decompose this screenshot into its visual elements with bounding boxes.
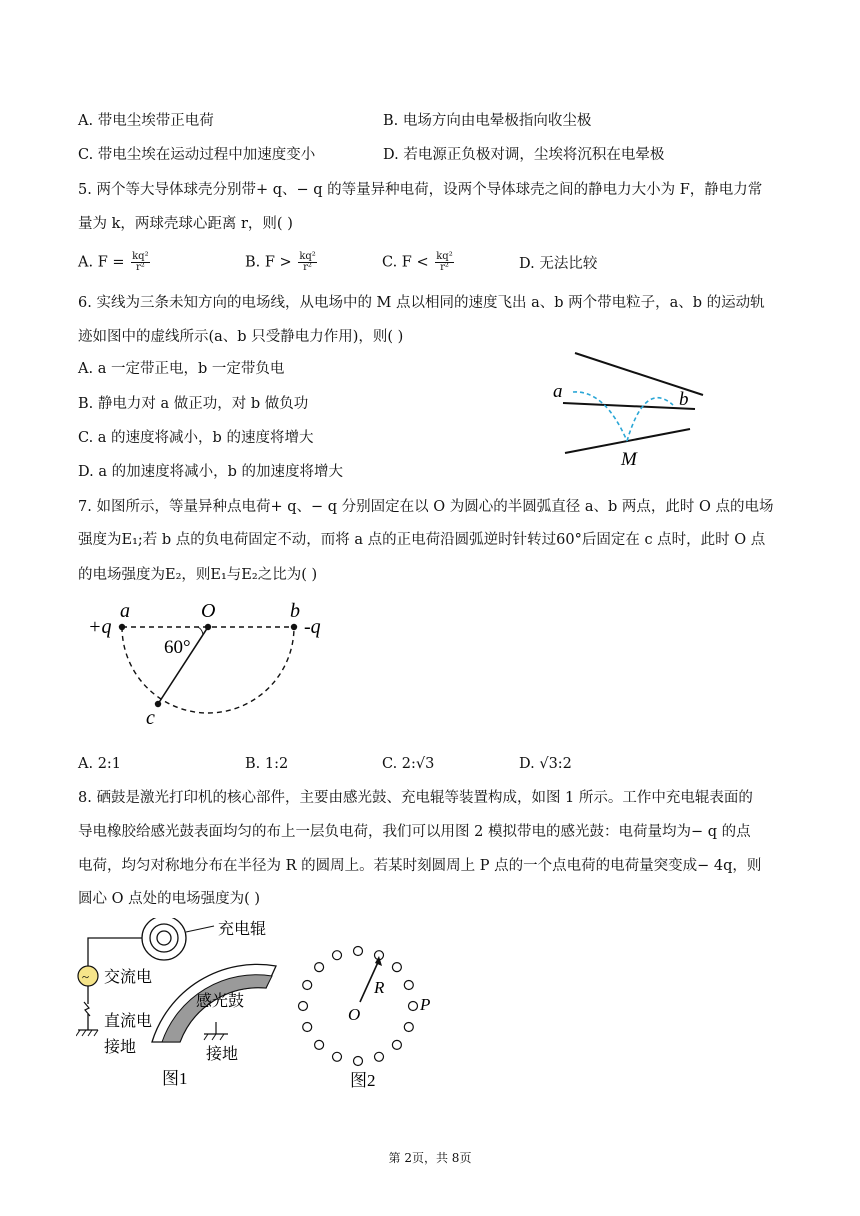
- q7-figure: [80, 597, 350, 732]
- q7-option-c: C. 2:√3: [382, 756, 435, 772]
- q5-option-a-prefix: A. F =: [78, 254, 125, 271]
- q5-stem-line1: 5. 两个等大导体球壳分别带+ q、− q 的等量异种电荷，设两个导体球壳之间的静电力大小为 F，静电力常: [78, 182, 763, 198]
- angle-arc: [198, 627, 203, 635]
- q8-stem-line3: 电荷，均匀对称地分布在半径为 R 的圆周上。若某时刻圆周上 P 点的一个点电荷的电荷量突变成− 4q，则: [78, 858, 762, 874]
- fraction-denominator: r²: [135, 262, 145, 273]
- point-o: [205, 624, 211, 630]
- fraction-numerator: kq²: [436, 251, 453, 262]
- q6-option-c: C. a 的速度将减小，b 的速度将增大: [78, 430, 314, 446]
- point-c: [155, 701, 161, 707]
- q5-option-b-prefix: B. F >: [245, 254, 292, 271]
- dc-source-icon: [84, 1002, 90, 1016]
- ac-symbol: ~: [82, 969, 90, 984]
- label-m: M: [621, 449, 637, 470]
- label-o: O: [348, 1005, 361, 1024]
- q6-stem-line2: 迹如图中的虚线所示(a、b 只受静电力作用)，则( ): [78, 329, 404, 345]
- leader-roller: [186, 926, 214, 932]
- q5-option-b-fraction: [298, 252, 316, 273]
- q5-stem-line2: 量为 k，两球壳球心距离 r，则( ): [78, 216, 293, 232]
- q6-option-b: B. 静电力对 a 做正功，对 b 做负功: [78, 396, 309, 412]
- ground-hatch: [212, 1034, 216, 1040]
- q7-option-a: A. 2:1: [78, 756, 122, 772]
- point-charge: [409, 1002, 418, 1011]
- point-charge: [303, 1023, 312, 1032]
- q7-stem-line2: 强度为E₁;若 b 点的负电荷固定不动，而将 a 点的正电荷沿圆弧逆时针转过60°后固定在 c 点时，此时 O 点: [78, 532, 766, 548]
- fraction-numerator: kq²: [132, 251, 149, 262]
- label-b: b: [290, 600, 300, 622]
- q6-figure: [545, 345, 715, 470]
- q5-option-a-fraction: [131, 252, 149, 273]
- q4-option-a: A. 带电尘埃带正电荷: [78, 113, 214, 129]
- q8-figure-1: [76, 918, 296, 1090]
- q4-option-c: C. 带电尘埃在运动过程中加速度变小: [78, 147, 316, 163]
- label-charge-roller: 充电辊: [218, 921, 267, 938]
- point-charge: [392, 963, 401, 972]
- q5-option-d: D. 无法比较: [519, 256, 598, 272]
- label-b: b: [679, 389, 689, 410]
- q4-option-b: B. 电场方向由电晕极指向收尘极: [383, 113, 592, 129]
- fraction-numerator: kq²: [299, 251, 316, 262]
- q7-option-d: D. √3:2: [519, 756, 572, 772]
- semicircle-arc: [122, 627, 294, 713]
- point-charge: [299, 1002, 308, 1011]
- q8-stem-line2: 导电橡胶给感光鼓表面均匀的布上一层负电荷，我们可以用图 2 模拟带电的感光鼓：电荷量均为− q 的点: [78, 824, 751, 840]
- label-angle: 60°: [164, 637, 191, 658]
- point-charge: [315, 1040, 324, 1049]
- q6-option-a: A. a 一定带正电，b 一定带负电: [78, 361, 285, 377]
- point-charge: [404, 1023, 413, 1032]
- label-minus-q: -q: [304, 616, 321, 638]
- label-a: a: [553, 381, 563, 402]
- field-line-middle: [563, 403, 695, 409]
- q7-option-b: B. 1:2: [245, 756, 289, 772]
- caption-fig2: 图2: [350, 1071, 376, 1090]
- charge-roller-inner: [157, 931, 171, 945]
- label-a: a: [120, 600, 130, 622]
- label-c: c: [146, 707, 155, 729]
- point-charge: [392, 1040, 401, 1049]
- point-charge: [354, 1057, 363, 1066]
- ground-hatch: [82, 1030, 86, 1036]
- point-charge: [333, 951, 342, 960]
- page-footer: 第 2页，共 8页: [388, 1151, 472, 1165]
- fraction-denominator: r²: [440, 262, 449, 273]
- point-charge: [333, 1052, 342, 1061]
- q6-option-d: D. a 的加速度将减小，b 的加速度将增大: [78, 464, 343, 480]
- q5-option-a: [78, 252, 152, 273]
- label-ground-2: 接地: [206, 1046, 239, 1063]
- q8-stem-line4: 圆心 O 点处的电场强度为( ): [78, 891, 261, 907]
- trajectory-a: [573, 392, 627, 441]
- label-drum: 感光鼓: [196, 993, 245, 1010]
- caption-fig1: 图1: [162, 1069, 188, 1088]
- ground-hatch: [94, 1030, 98, 1036]
- label-plus-q: +q: [88, 616, 112, 638]
- q6-stem-line1: 6. 实线为三条未知方向的电场线，从电场中的 M 点以相同的速度飞出 a、b 两个带电粒子，a、b 的运动轨: [78, 295, 765, 311]
- q7-stem-line1: 7. 如图所示，等量异种点电荷+ q、− q 分别固定在以 O 为圆心的半圆弧直径 a、b 两点，此时 O 点的电场: [78, 499, 774, 515]
- label-ac: 交流电: [104, 969, 153, 986]
- label-dc: 直流电: [104, 1013, 153, 1030]
- q5-option-c: [382, 252, 456, 273]
- ground-hatch: [88, 1030, 92, 1036]
- point-a: [119, 624, 125, 630]
- ground-hatch: [220, 1034, 224, 1040]
- label-p: P: [420, 995, 431, 1014]
- point-charge: [303, 981, 312, 990]
- point-charge: [354, 947, 363, 956]
- ground-hatch: [76, 1030, 80, 1036]
- wire-top: [88, 938, 144, 966]
- label-r: R: [374, 978, 385, 997]
- q7-stem-line3: 的电场强度为E₂，则E₁与E₂之比为( ): [78, 567, 318, 583]
- fraction-denominator: r²: [303, 262, 312, 273]
- q5-option-b: [245, 252, 319, 273]
- ground-hatch: [204, 1034, 208, 1040]
- label-ground-1: 接地: [104, 1039, 137, 1056]
- point-charge: [404, 981, 413, 990]
- q8-figure-2: [296, 938, 446, 1090]
- label-o: O: [201, 600, 216, 622]
- point-charge: [375, 1052, 384, 1061]
- q5-option-c-prefix: C. F <: [382, 254, 429, 271]
- point-b: [291, 624, 297, 630]
- q5-option-c-fraction: [435, 252, 453, 273]
- point-charge: [315, 963, 324, 972]
- q8-stem-line1: 8. 硒鼓是激光打印机的核心部件，主要由感光鼓、充电辊等装置构成，如图 1 所示。工作中充电辊表面的: [78, 790, 753, 806]
- q4-option-d: D. 若电源正负极对调，尘埃将沉积在电晕极: [383, 147, 665, 163]
